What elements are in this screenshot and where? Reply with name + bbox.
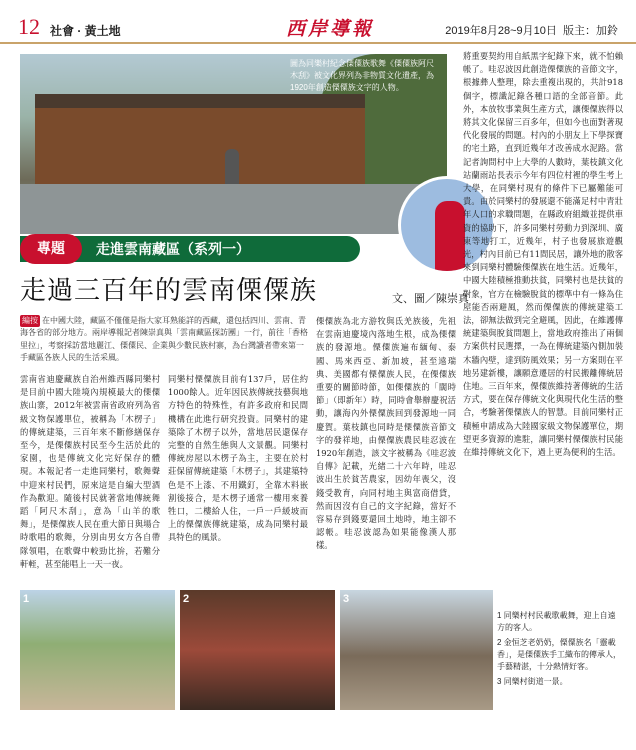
- hero-stone-wall: [20, 184, 447, 234]
- editor-credit: 版主：加鈴: [563, 25, 618, 37]
- photo-2-number: 2: [183, 593, 190, 605]
- caption-3-text: 同樂村街道一景。: [503, 677, 568, 686]
- caption-3: [497, 676, 623, 688]
- caption-1-number: 1: [497, 611, 502, 620]
- caption-3-number: 3: [497, 677, 502, 686]
- caption-2-number: 2: [497, 638, 502, 647]
- caption-2: [497, 637, 623, 673]
- article-column-4: 將重要契約用自紙黑字紀錄下來，就不怕賴帳了。哇忍波因此創造傈僳族的音節文字，根據彝人整理，除去重複出現的，共計918個字，標識記錄各種口語的全部音節。此外，本放牧事業與生產方式，讓傈僳族得以將其文化保留三百多年，但如今也面對著現代化發展的問題。村內的小朋友上下學探寶的宅土路，直到近幾年才改善成水泥路。當記者詢問村中上大學的人數時，葉枝鎮文化站蘭雨站長表示今年有四位村裡的學生考上大學，在同樂村現有的條件下已屬難能可貴。由於同樂村的發展還不能滿足村中青壯年人口的求職問題，在縣政府組織並提供車資的協助下，許多同樂村勞動力到深圳、廣東等地打工，近幾年，村子也發展旅遊觀光，村內目前已有11間民居，讓外地的散客來到同樂村體驗傈僳族在地生活。近幾年，中國大陸積極推動扶貧，同樂村也是扶貧的對象，官方在檢驗脫貧的標準中有一條為住屋能否兩避風，然而傈僳族的傳統建築工法，卻無法做到完全避風，因此，在維護傳統建築與脫貧問題上，當地政府推出了兩個方案供村民選擇，一為在傳統建築內側加裝木牆內壁，達到防風效果；另一方案則在平地另建新樓，讓願意遷居的村民搬離傳統居住地。三百年來，傈僳族維持著傳統的生活方式，要在保存傳統文化與現代化生活的整合，考驗著傈僳族人的智慧。目前同樂村正積極申請成為大陸國家級文物保護單位，期望更多資源的進駐，讓同樂村傈僳族村民能在維持傳統文化下，過上更為便利的生活。: [463, 51, 623, 458]
- lead-paragraph: [20, 315, 308, 365]
- article-title: 走過三百年的雲南傈僳族: [20, 276, 318, 306]
- caption-1-text: 同樂村村民載歌載舞，迎上自遠方的客人。: [497, 611, 616, 632]
- photo-captions: [497, 610, 623, 691]
- page-number: 12: [18, 14, 40, 39]
- article-column-3: 傈僳族為北方游牧與氐羌族後，先祖在雲南迪慶境內落地生根，成為傈僳族的發源地。傈僳族遍布緬甸、泰國、馬來西亞、新加坡，甚至遠瑞典、美國都有傈僳族人民，在傈僳族重要的關節時節，如傈僳族的「闊時節」（即新年）時，同時會舉辦慶祝活動，讓海內外傈僳族回到發源地一同慶賀。葉枝鎮也同時是傈僳族音節文字的發祥地，由傈僳族農民哇忍波在1920年創造，該文字被稱為《哇忍波自傳》記載，光緒二十六年時，哇忍波出生於貧苦農家，因幼年喪父，沒錢受教育，向同村地主與富商借貸，然而因沒有自己的文字紀錄，當好不容易存到錢要還回土地時，地主卻不認帳。哇忍波認為如果能像漢人那樣。: [316, 316, 456, 551]
- hero-statue: [225, 149, 239, 189]
- section-name: 社會 · 黃土地: [50, 24, 121, 38]
- photo-2: [180, 590, 335, 710]
- page-header: [0, 0, 636, 44]
- hero-wooden-house: [35, 94, 365, 184]
- newspaper-logo: 西岸導報: [286, 18, 375, 40]
- issue-info: [445, 22, 618, 38]
- byline: 文、圖／陳崇真: [392, 293, 469, 305]
- photo-1: [20, 590, 175, 710]
- series-title: 走進雲南藏區（系列一）: [96, 242, 250, 258]
- article-column-1: 雲南省迪慶藏族自治州維西縣同樂村是目前中國大陸境內規模最大的傈僳族山寨，2012年被雲南省政府列為省級文物保護單位，被稱為「木楞子」的傳統建築，三百年來不斷修繕保存至今，是傈僳族村民至今生活於此的家園，也是傳統文化完好保存的體現。本報記者一走進同樂村，歌舞聲中迎來村民們，原來這是自編大型酒作為歡迎。隨後村民就著當地傳統舞蹈「阿尺木刮」，意為「山羊的歌舞」，是傈僳族人民在重大節日與場合時歌唱的歌舞，分別由男女方各自帶隊領唱，在歌聲中較勁比拚，若難分軒輊，甚至能唱上一天一夜。: [20, 374, 160, 569]
- photo-1-number: 1: [23, 593, 30, 605]
- photo-3: [340, 590, 493, 710]
- lead-tag: 編按: [22, 316, 38, 325]
- photo-3-number: 3: [343, 593, 350, 605]
- lead-text: 在中國大陸，藏區不僅僅是指大家耳熟能詳的西藏，還包括四川、雲南、青海各省的部分地方。兩岸導報記者陳崇真與「雲南藏區探訪團」一行，前往「香格里拉」，考察採訪當地麗江、傈僳民、企業與少數民族村寨，為台灣讀者帶來第一手藏區各族人民的生活采風。: [20, 316, 308, 363]
- caption-1: [497, 610, 623, 634]
- hero-caption: 圖為同樂村紀念傈僳族歌舞《傈僳族阿尺木刮》被文化界列為非物質文化遺產，為1920年創造傈僳族文字的人物。: [290, 59, 434, 92]
- topic-tag: 專題: [20, 234, 82, 264]
- issue-date: 2019年8月28~9月10日: [445, 25, 557, 37]
- caption-2-text: 金恒芝老奶奶，傈僳族名「靈載香」，是傈僳族手工織布的傳承人，手藝精湛，十分熱情好客。: [497, 638, 621, 671]
- article-column-2: 同樂村傈僳族目前有137戶，居住約1000餘人。近年因民族傳統技藝與地方特色的特殊性，有許多政府和民間機構在此進行研究投資。同樂村的建築除了木楞子以外，當地居民還保存完整的自然生態與人文景觀。同樂村傳統房屋以木楞子為主，主要在於村莊保留傳統建築「木楞子」，其建築特色是不上漆、不用鐵釘，全靠木料嵌割後接合，是木楞子通常一樓用來養牲口，二樓給人住，一戶一戶緩坡而上的傈僳族傳統建築，成為同樂村最具特色的風景。: [168, 374, 308, 543]
